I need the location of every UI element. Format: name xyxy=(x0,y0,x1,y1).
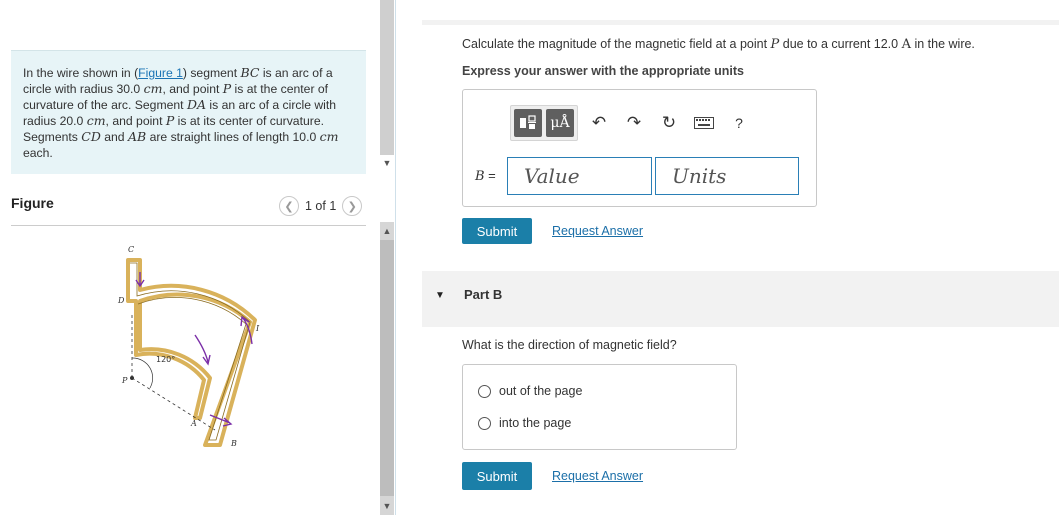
angle-arc xyxy=(132,358,153,388)
pager-text: 1 of 1 xyxy=(305,199,337,213)
keyboard-icon[interactable] xyxy=(690,109,718,137)
var-p: P xyxy=(222,81,232,96)
template-group xyxy=(510,105,578,141)
problem-text: and xyxy=(100,130,128,144)
figure-pager xyxy=(279,196,362,216)
undo-icon[interactable]: ↶ xyxy=(591,113,607,132)
problem-text: are straight lines of length 10.0 xyxy=(146,130,320,144)
label-i: I xyxy=(256,324,260,333)
var-b: B xyxy=(475,169,485,184)
figure-heading: Figure xyxy=(11,195,54,211)
point-p xyxy=(130,376,134,380)
request-answer-link-part-a[interactable]: Request Answer xyxy=(552,224,644,238)
choice-box xyxy=(462,364,737,450)
part-a-header-band xyxy=(422,20,1059,25)
problem-text: is at its center of curvature. Segments xyxy=(23,114,324,144)
redo-icon[interactable]: ↷ xyxy=(626,113,642,132)
unit-cm: cm xyxy=(86,113,106,128)
help-icon[interactable]: ? xyxy=(735,115,743,131)
figure-link[interactable]: Figure 1 xyxy=(138,66,183,80)
pane-divider xyxy=(395,0,396,515)
vertical-scrollbar[interactable] xyxy=(380,0,395,515)
answer-instructions: Express your answer with the appropriate units xyxy=(462,64,745,78)
option-out-of-page[interactable] xyxy=(478,384,582,398)
label-a: A xyxy=(191,419,197,428)
problem-text: is an arc of a circle with radius 30.0 xyxy=(23,66,333,96)
problem-text: is an arc of a circle with radius 20.0 xyxy=(23,98,337,128)
units-input[interactable] xyxy=(655,157,799,195)
chevron-right-icon[interactable]: ❯ xyxy=(342,196,362,216)
scroll-down-arrow-icon[interactable]: ▼ xyxy=(382,501,392,511)
scroll-thumb[interactable] xyxy=(380,240,394,496)
option-into-page[interactable] xyxy=(478,416,571,430)
var-p: P xyxy=(770,37,780,52)
b-label xyxy=(475,168,496,184)
collapse-triangle-icon[interactable]: ▼ xyxy=(435,290,445,301)
label-c: C xyxy=(128,245,135,254)
problem-text: In the wire shown in ( xyxy=(23,66,139,80)
equals-sign: = xyxy=(484,168,496,183)
figure-divider xyxy=(11,225,366,226)
question-text: Calculate the magnitude of the magnetic field at a point xyxy=(462,37,771,51)
request-answer-link-part-b[interactable]: Request Answer xyxy=(552,469,644,483)
label-p: P xyxy=(122,376,128,385)
current-arrow-da xyxy=(195,335,210,364)
problem-text: is at the center of curvature of the arc. Segment xyxy=(23,82,329,112)
chevron-left-icon[interactable]: ❮ xyxy=(279,196,299,216)
option-label: into the page xyxy=(499,416,572,430)
submit-button-part-a[interactable]: Submit xyxy=(462,218,532,244)
unit-ampere: A xyxy=(901,37,911,52)
fraction-template-icon[interactable] xyxy=(514,109,542,137)
question-text: due to a current 12.0 xyxy=(779,37,902,51)
problem-statement xyxy=(11,50,366,174)
var-da: DA xyxy=(186,97,206,112)
var-p: P xyxy=(165,113,175,128)
wire-figure xyxy=(100,240,280,455)
label-b: B xyxy=(231,439,237,448)
wire-outline xyxy=(128,260,255,445)
label-d: D xyxy=(118,296,125,305)
part-a-question xyxy=(462,37,975,52)
var-bc: BC xyxy=(240,65,260,80)
unit-cm: cm xyxy=(319,129,339,144)
part-b-title[interactable]: Part B xyxy=(464,287,503,302)
problem-text: each. xyxy=(23,146,53,160)
problem-text: , and point xyxy=(105,114,166,128)
radio-button[interactable] xyxy=(478,417,491,430)
part-b-question: What is the direction of magnetic field? xyxy=(462,338,677,352)
problem-text: ) segment xyxy=(182,66,241,80)
var-cd: CD xyxy=(81,129,101,144)
part-b-header[interactable] xyxy=(422,271,1059,327)
question-text: in the wire. xyxy=(910,37,975,51)
scroll-down-arrow-icon[interactable]: ▼ xyxy=(382,158,392,168)
option-label: out of the page xyxy=(499,384,583,398)
problem-text: , and point xyxy=(162,82,223,96)
value-input[interactable] xyxy=(507,157,652,195)
scroll-up-arrow-icon[interactable]: ▲ xyxy=(382,226,392,236)
scroll-thumb-upper[interactable] xyxy=(380,0,394,155)
units-button[interactable]: μÅ xyxy=(546,109,574,137)
angle-label: 120° xyxy=(156,355,176,364)
math-toolbar xyxy=(510,105,753,141)
unit-cm: cm xyxy=(143,81,163,96)
reset-icon[interactable]: ↻ xyxy=(661,113,677,132)
radio-button[interactable] xyxy=(478,385,491,398)
submit-button-part-b[interactable]: Submit xyxy=(462,462,532,490)
var-ab: AB xyxy=(127,129,147,144)
